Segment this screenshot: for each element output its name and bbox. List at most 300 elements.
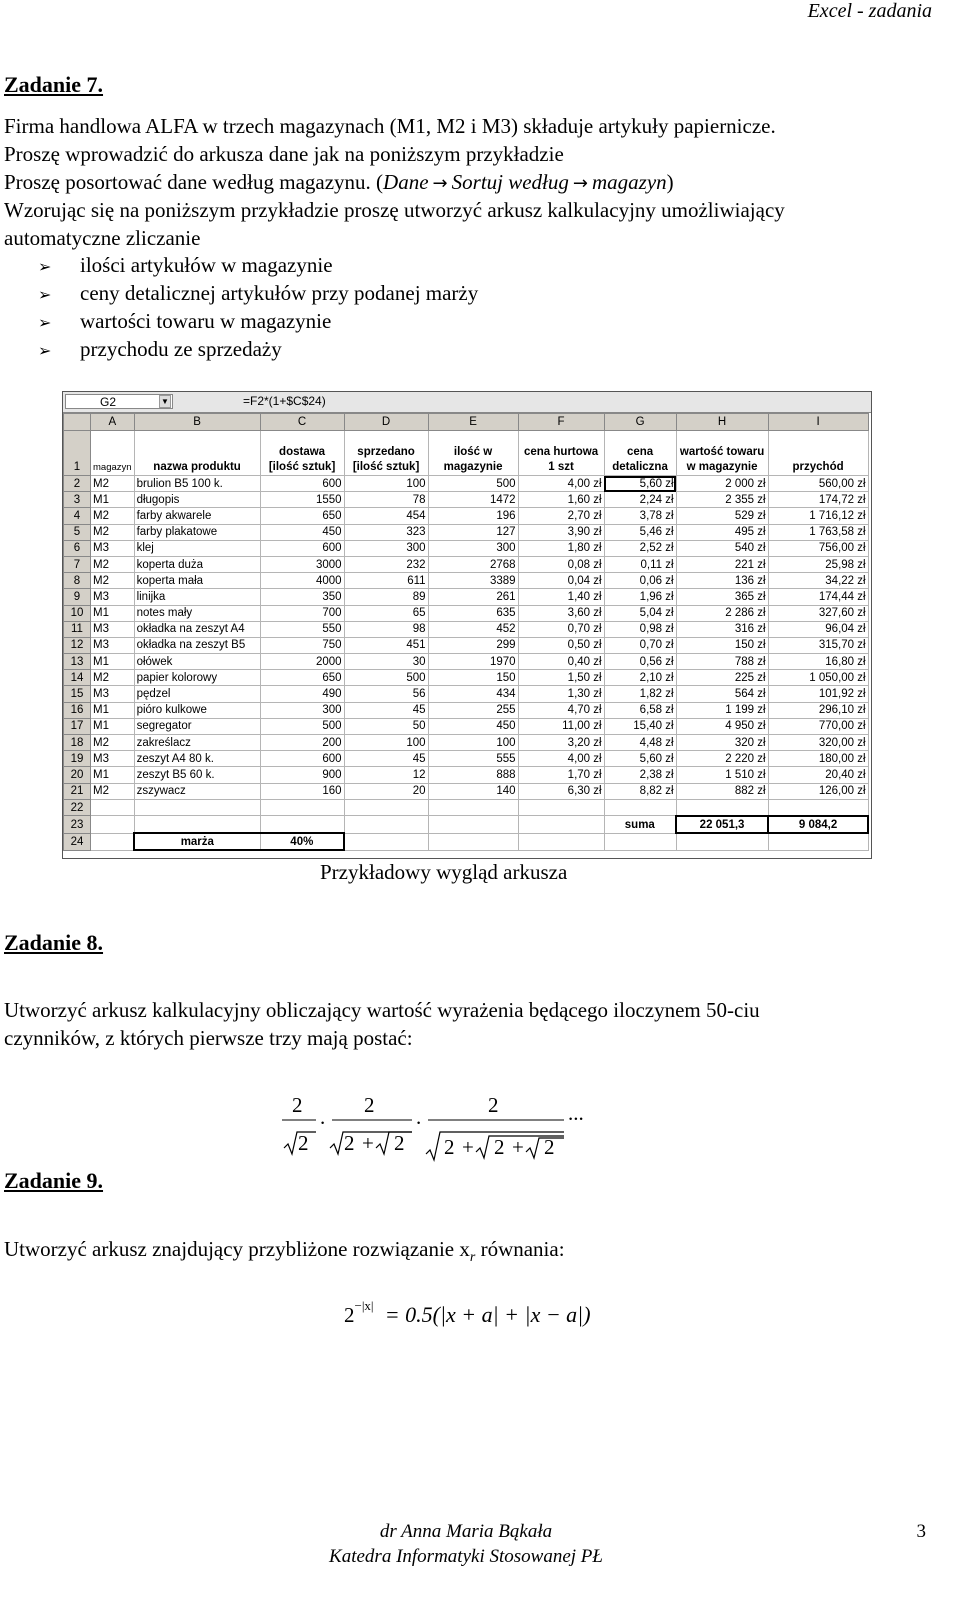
table-cell: 2 000 zł (676, 476, 768, 492)
table-cell: 296,10 zł (768, 702, 868, 718)
figure-caption: Przykładowy wygląd arkusza (320, 860, 568, 884)
table-cell: 2 286 zł (676, 605, 768, 621)
table-cell: 300 (428, 540, 518, 556)
table-cell: 8,82 zł (604, 783, 676, 799)
svg-text:...: ... (568, 1101, 584, 1125)
svg-text:2: 2 (544, 1135, 555, 1159)
list-item: ➢ ilości artykułów w magazynie (38, 253, 333, 277)
table-cell: 4,00 zł (518, 751, 604, 767)
table-cell: 45 (344, 751, 428, 767)
table-cell: 1,40 zł (518, 589, 604, 605)
table-cell: 0,98 zł (604, 621, 676, 637)
task8-title: Zadanie 8. (4, 930, 104, 955)
table-cell: 4 950 zł (676, 718, 768, 734)
table-row (64, 702, 869, 718)
bullet-arrow-icon: ➢ (38, 285, 52, 304)
table-cell: 750 (260, 637, 344, 653)
marza-label: marża (134, 833, 260, 850)
table-cell: ołówek (134, 654, 260, 670)
table-cell: 500 (344, 670, 428, 686)
name-box: G2 (65, 394, 173, 409)
column-header: A (91, 414, 135, 431)
table-cell: 150 (428, 670, 518, 686)
task8-paragraph: Utworzyć arkusz kalkulacyjny obliczający wartość wyrażenia będącego iloczynem 50-ciu (4, 998, 760, 1022)
table-cell: M3 (91, 637, 135, 653)
table-cell: brulion B5 100 k. (134, 476, 260, 492)
svg-text:2: 2 (394, 1131, 405, 1155)
table-cell: 0,70 zł (604, 637, 676, 653)
table-row (64, 816, 869, 833)
table-cell: 20 (344, 783, 428, 799)
table-cell: 25,98 zł (768, 556, 868, 572)
table-row (64, 767, 869, 783)
table-cell: 555 (428, 751, 518, 767)
table-row (64, 476, 869, 492)
table-cell: 770,00 zł (768, 718, 868, 734)
table-cell: 454 (344, 508, 428, 524)
table-cell: M1 (91, 702, 135, 718)
table-cell (676, 799, 768, 816)
table-row (64, 670, 869, 686)
table-cell: 611 (344, 573, 428, 589)
table-cell (344, 799, 428, 816)
table-cell: 350 (260, 589, 344, 605)
table-cell: 2 220 zł (676, 751, 768, 767)
table-cell: 1,82 zł (604, 686, 676, 702)
row-header: 14 (64, 670, 91, 686)
table-cell: 65 (344, 605, 428, 621)
table-cell: 3,60 zł (518, 605, 604, 621)
column-header: B (134, 414, 260, 431)
table-cell: 180,00 zł (768, 751, 868, 767)
table-cell: 4000 (260, 573, 344, 589)
column-header: H (676, 414, 768, 431)
table-cell: 327,60 zł (768, 605, 868, 621)
task7-paragraph: Proszę wprowadzić do arkusza dane jak na poniższym przykładzie (4, 142, 564, 166)
table-cell: 34,22 zł (768, 573, 868, 589)
table-cell: 126,00 zł (768, 783, 868, 799)
table-cell: 221 zł (676, 556, 768, 572)
table-cell: 11,00 zł (518, 718, 604, 734)
table-cell: 140 (428, 783, 518, 799)
table-cell: 5,46 zł (604, 524, 676, 540)
table-cell: 300 (344, 540, 428, 556)
table-cell: 1,30 zł (518, 686, 604, 702)
row-header: 13 (64, 654, 91, 670)
table-cell: 0,06 zł (604, 573, 676, 589)
table-cell: 300 (260, 702, 344, 718)
table-cell (604, 833, 676, 850)
table-cell: M2 (91, 670, 135, 686)
table-cell: 30 (344, 654, 428, 670)
column-header-row (64, 414, 869, 431)
table-cell: 320,00 zł (768, 735, 868, 751)
svg-text:2: 2 (488, 1093, 499, 1117)
table-cell: pędzel (134, 686, 260, 702)
row-header: 7 (64, 556, 91, 572)
table-cell: zszywacz (134, 783, 260, 799)
row-header: 20 (64, 767, 91, 783)
table-cell: 174,44 zł (768, 589, 868, 605)
table-cell: 1,50 zł (518, 670, 604, 686)
table-cell: 89 (344, 589, 428, 605)
table-cell: 96,04 zł (768, 621, 868, 637)
table-cell: 600 (260, 476, 344, 492)
table-cell: 136 zł (676, 573, 768, 589)
table-cell: 1,70 zł (518, 767, 604, 783)
table-cell: M2 (91, 524, 135, 540)
table-cell: M1 (91, 767, 135, 783)
table-cell (768, 799, 868, 816)
header-cell: nazwa produktu (134, 431, 260, 476)
table-cell: M2 (91, 508, 135, 524)
task7-paragraph: automatyczne zliczanie (4, 226, 201, 250)
table-cell (676, 833, 768, 850)
table-cell: 500 (260, 718, 344, 734)
product-formula (270, 1088, 600, 1168)
table-cell: M1 (91, 605, 135, 621)
list-item: ➢ ceny detalicznej artykułów przy podanej marży (38, 281, 479, 305)
header-cell: wartość towaru w magazynie (676, 431, 768, 476)
list-item: ➢ wartości towaru w magazynie (38, 309, 332, 333)
task7-paragraph: Firma handlowa ALFA w trzech magazynach (M1, M2 i M3) składuje artykuły papiernicze. (4, 114, 776, 138)
table-cell: 2,38 zł (604, 767, 676, 783)
suma-label: suma (604, 816, 676, 833)
task9-paragraph: Utworzyć arkusz znajdujący przybliżone rozwiązanie $x_r$ równania: (4, 1237, 565, 1266)
table-row (64, 833, 869, 850)
footer-author: dr Anna Maria Bąkała (379, 1521, 553, 1542)
table-cell: okładka na zeszyt A4 (134, 621, 260, 637)
table-cell: 315,70 zł (768, 637, 868, 653)
table-cell: 451 (344, 637, 428, 653)
table-row (64, 492, 869, 508)
svg-text:+: + (512, 1135, 524, 1159)
task7-sort-instruction: Proszę posortować dane według magazynu. (Dane → Sortuj według → magazyn) (4, 170, 674, 194)
equation: $2^{-|x|} = 0.5(|x + a| + |x - a|)$ (344, 1298, 591, 1327)
row-header: 3 (64, 492, 91, 508)
table-cell: 78 (344, 492, 428, 508)
row-header: 19 (64, 751, 91, 767)
row-header: 11 (64, 621, 91, 637)
table-cell (768, 833, 868, 850)
table-cell: zeszyt A4 80 k. (134, 751, 260, 767)
svg-text:2: 2 (292, 1093, 303, 1117)
table-cell: 564 zł (676, 686, 768, 702)
column-header: G (604, 414, 676, 431)
list-item: ➢ przychodu ze sprzedaży (38, 337, 282, 361)
arrow-right-icon: → (432, 173, 448, 194)
table-header-row (64, 431, 869, 476)
table-cell: 756,00 zł (768, 540, 868, 556)
table-row (64, 573, 869, 589)
formula-bar (63, 392, 871, 413)
table-cell: 299 (428, 637, 518, 653)
table-cell: 450 (260, 524, 344, 540)
table-cell: 2000 (260, 654, 344, 670)
table-cell (134, 816, 260, 833)
table-cell: 0,08 zł (518, 556, 604, 572)
table-cell: 0,56 zł (604, 654, 676, 670)
table-cell: M2 (91, 556, 135, 572)
table-cell: 196 (428, 508, 518, 524)
table-cell: 0,11 zł (604, 556, 676, 572)
table-cell: 6,58 zł (604, 702, 676, 718)
table-cell: 1,96 zł (604, 589, 676, 605)
table-cell: 0,50 zł (518, 637, 604, 653)
footer-department: Katedra Informatyki Stosowanej PŁ (329, 1546, 603, 1567)
table-cell: 4,00 zł (518, 476, 604, 492)
table-cell (134, 799, 260, 816)
row-header: 16 (64, 702, 91, 718)
table-cell: 1,80 zł (518, 540, 604, 556)
table-cell (428, 816, 518, 833)
table-cell (260, 799, 344, 816)
table-cell: 550 (260, 621, 344, 637)
row-header: 22 (64, 799, 91, 816)
table-cell: 450 (428, 718, 518, 734)
table-cell: 100 (344, 735, 428, 751)
column-header: E (428, 414, 518, 431)
table-cell: okładka na zeszyt B5 (134, 637, 260, 653)
table-cell (91, 833, 135, 850)
table-cell: papier kolorowy (134, 670, 260, 686)
table-cell: 50 (344, 718, 428, 734)
table-cell: 100 (428, 735, 518, 751)
table-cell: 1 199 zł (676, 702, 768, 718)
table-cell: 2,52 zł (604, 540, 676, 556)
row-header: 17 (64, 718, 91, 734)
spreadsheet-screenshot (62, 391, 872, 859)
table-cell: M3 (91, 540, 135, 556)
table-cell: 6,30 zł (518, 783, 604, 799)
table-cell: 5,60 zł (604, 751, 676, 767)
table-cell: M2 (91, 783, 135, 799)
table-cell: 529 zł (676, 508, 768, 524)
table-cell: zakreślacz (134, 735, 260, 751)
table-row (64, 637, 869, 653)
table-cell: 98 (344, 621, 428, 637)
bullet-arrow-icon: ➢ (38, 341, 52, 360)
table-cell (260, 816, 344, 833)
table-cell: 0,70 zł (518, 621, 604, 637)
svg-text:2: 2 (364, 1093, 375, 1117)
table-cell (428, 799, 518, 816)
table-cell: farby akwarele (134, 508, 260, 524)
table-cell: klej (134, 540, 260, 556)
table-cell: 2,70 zł (518, 508, 604, 524)
table-cell: 1,60 zł (518, 492, 604, 508)
svg-text:2: 2 (494, 1135, 505, 1159)
svg-text:+: + (362, 1131, 374, 1155)
table-cell: 888 (428, 767, 518, 783)
dropdown-arrow-icon: ▼ (159, 395, 171, 408)
table-cell: 1 050,00 zł (768, 670, 868, 686)
table-cell: 160 (260, 783, 344, 799)
table-cell (518, 833, 604, 850)
table-cell: 540 zł (676, 540, 768, 556)
table-cell: M2 (91, 735, 135, 751)
table-cell (91, 816, 135, 833)
table-row (64, 556, 869, 572)
table-cell: zeszyt B5 60 k. (134, 767, 260, 783)
table-cell: 225 zł (676, 670, 768, 686)
table-cell: 1550 (260, 492, 344, 508)
table-cell: 650 (260, 508, 344, 524)
table-cell: koperta duża (134, 556, 260, 572)
svg-text:+: + (462, 1135, 474, 1159)
table-cell: 323 (344, 524, 428, 540)
table-cell: 365 zł (676, 589, 768, 605)
table-cell: 452 (428, 621, 518, 637)
row-header: 2 (64, 476, 91, 492)
table-cell: 1 510 zł (676, 767, 768, 783)
table-cell: pióro kulkowe (134, 702, 260, 718)
table-cell: 2,10 zł (604, 670, 676, 686)
table-cell: M3 (91, 621, 135, 637)
table-cell: 0,04 zł (518, 573, 604, 589)
table-row (64, 621, 869, 637)
header-cell: cena hurtowa 1 szt (518, 431, 604, 476)
table-cell: 200 (260, 735, 344, 751)
table-cell: 127 (428, 524, 518, 540)
task7-title: Zadanie 7. (4, 72, 104, 97)
table-cell: 500 (428, 476, 518, 492)
row-header: 18 (64, 735, 91, 751)
table-cell: 600 (260, 540, 344, 556)
task9-title: Zadanie 9. (4, 1168, 104, 1193)
table-cell: 635 (428, 605, 518, 621)
table-cell: 320 zł (676, 735, 768, 751)
table-row (64, 751, 869, 767)
table-cell (428, 833, 518, 850)
table-cell: 261 (428, 589, 518, 605)
table-cell: farby plakatowe (134, 524, 260, 540)
header-cell: dostawa [ilość sztuk] (260, 431, 344, 476)
table-cell: M1 (91, 718, 135, 734)
row-header: 15 (64, 686, 91, 702)
table-cell: 2,24 zł (604, 492, 676, 508)
svg-text:.: . (320, 1105, 326, 1129)
svg-text:2: 2 (298, 1131, 309, 1155)
table-cell: 1 716,12 zł (768, 508, 868, 524)
table-cell: 3,90 zł (518, 524, 604, 540)
table-cell: 495 zł (676, 524, 768, 540)
table-cell (344, 833, 428, 850)
table-cell: 900 (260, 767, 344, 783)
table-cell: 56 (344, 686, 428, 702)
svg-text:2: 2 (344, 1131, 355, 1155)
row-header: 8 (64, 573, 91, 589)
column-header: D (344, 414, 428, 431)
table-cell: 882 zł (676, 783, 768, 799)
table-cell: 4,70 zł (518, 702, 604, 718)
table-cell: M1 (91, 492, 135, 508)
arrow-right-icon: → (572, 173, 588, 194)
table-cell: M3 (91, 589, 135, 605)
row-header: 4 (64, 508, 91, 524)
table-cell: linijka (134, 589, 260, 605)
table-cell: 5,04 zł (604, 605, 676, 621)
page-header: Excel - zadania (807, 0, 932, 22)
column-header: C (260, 414, 344, 431)
corner-cell (64, 414, 91, 431)
table-cell: notes mały (134, 605, 260, 621)
table-cell: 788 zł (676, 654, 768, 670)
table-cell: 1970 (428, 654, 518, 670)
table-cell (344, 816, 428, 833)
table-cell: 16,80 zł (768, 654, 868, 670)
table-cell: 2 355 zł (676, 492, 768, 508)
header-cell: sprzedano [ilość sztuk] (344, 431, 428, 476)
table-cell: 232 (344, 556, 428, 572)
header-cell: cena detaliczna (604, 431, 676, 476)
header-cell: magazyn (91, 431, 135, 476)
table-cell (91, 799, 135, 816)
task8-paragraph: czynników, z których pierwsze trzy mają postać: (4, 1026, 413, 1050)
row-header: 9 (64, 589, 91, 605)
row-header: 23 (64, 816, 91, 833)
table-cell: 4,48 zł (604, 735, 676, 751)
table-row (64, 799, 869, 816)
table-row (64, 589, 869, 605)
column-header: I (768, 414, 868, 431)
table-cell: 20,40 zł (768, 767, 868, 783)
table-cell: koperta mała (134, 573, 260, 589)
table-row (64, 783, 869, 799)
table-cell: 12 (344, 767, 428, 783)
row-header: 12 (64, 637, 91, 653)
table-cell: 150 zł (676, 637, 768, 653)
table-cell: 45 (344, 702, 428, 718)
table-cell: M3 (91, 686, 135, 702)
header-cell: przychód (768, 431, 868, 476)
table-cell: 174,72 zł (768, 492, 868, 508)
table-cell: 3,78 zł (604, 508, 676, 524)
table-row (64, 686, 869, 702)
marza-value: 40% (260, 833, 344, 850)
column-header: F (518, 414, 604, 431)
table-row (64, 540, 869, 556)
table-row (64, 654, 869, 670)
table-cell: 560,00 zł (768, 476, 868, 492)
row-header: 21 (64, 783, 91, 799)
spreadsheet-grid (63, 413, 869, 851)
table-cell: 316 zł (676, 621, 768, 637)
table-cell: 3389 (428, 573, 518, 589)
table-cell: 3,20 zł (518, 735, 604, 751)
bullet-arrow-icon: ➢ (38, 257, 52, 276)
row-header: 1 (64, 431, 91, 476)
formula-text: =F2*(1+$C$24) (243, 394, 326, 408)
table-cell: 1 763,58 zł (768, 524, 868, 540)
table-cell: 700 (260, 605, 344, 621)
bullet-arrow-icon: ➢ (38, 313, 52, 332)
table-cell: M3 (91, 751, 135, 767)
table-cell: segregator (134, 718, 260, 734)
svg-text:2: 2 (444, 1135, 455, 1159)
table-cell: 434 (428, 686, 518, 702)
table-cell: 600 (260, 751, 344, 767)
table-cell: 100 (344, 476, 428, 492)
table-cell: 0,40 zł (518, 654, 604, 670)
svg-text:.: . (416, 1105, 422, 1129)
selected-cell: 5,60 zł (604, 476, 676, 492)
table-cell (604, 799, 676, 816)
table-cell: 101,92 zł (768, 686, 868, 702)
row-header: 24 (64, 833, 91, 850)
table-row (64, 605, 869, 621)
table-cell: 2768 (428, 556, 518, 572)
